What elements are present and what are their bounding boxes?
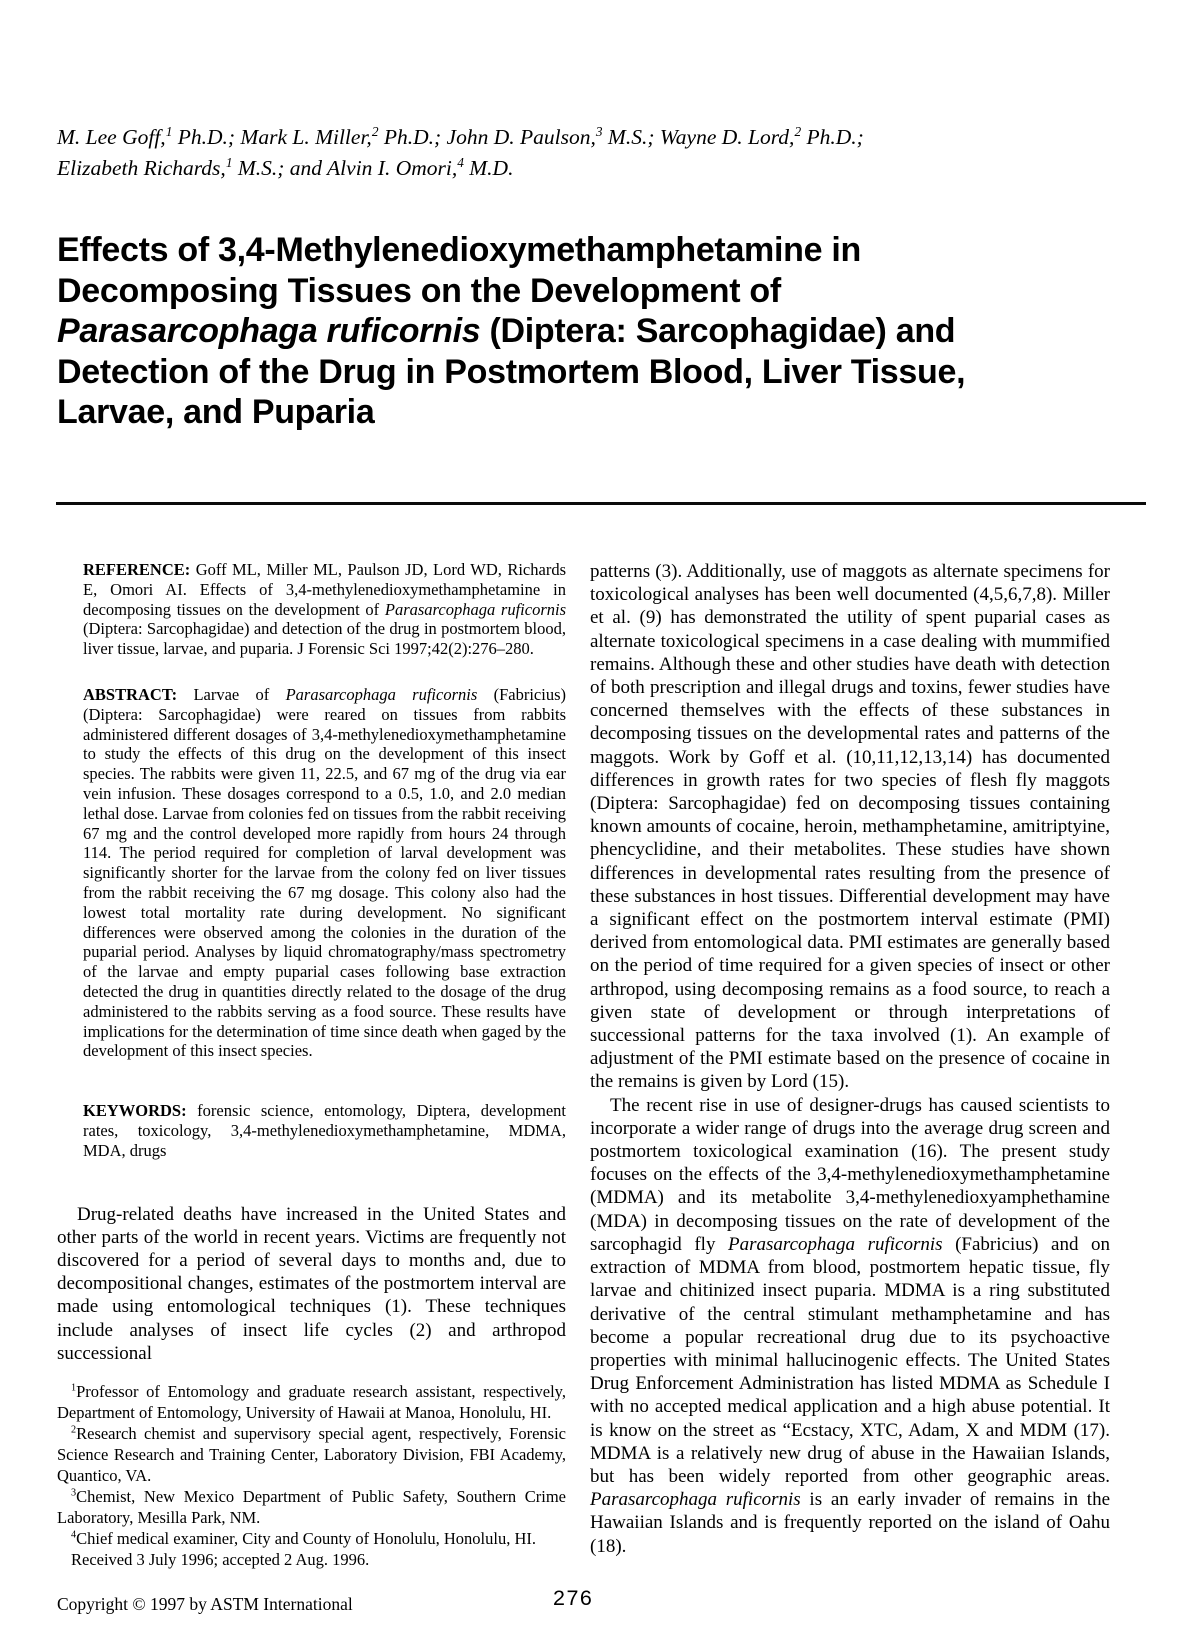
- author-line-1: M. Lee Goff,$^1$ Ph.D.; Mark L. Miller,$^2$ Ph.D.; John D. Paulson,$^3$ M.S.; Wayne D. Lord,$^2$ Ph.D.;: [57, 123, 864, 149]
- title-line-4: Detection of the Drug in Postmortem Blood, Liver Tissue,: [57, 352, 966, 391]
- title-line-1: Effects of 3,4-Methylenedioxymethamphetamine in: [57, 231, 861, 269]
- reference-paragraph: REFERENCE: Goff ML, Miller ML, Paulson JD, Lord WD, Richards E, Omori AI. Effects of 3,4-methylenedioxymethamphetamine in decomposing tissues on the development of Parasarcophaga ruficornis (Diptera: Sarcophagidae) and detection of the drug in postmortem blood, liver tissue, larvae, and puparia. J Forensic Sci 1997;42(2):276–280.: [83, 560, 566, 659]
- title-line-2: Decomposing Tissues on the Development of: [57, 271, 781, 310]
- article-title: [57, 230, 1137, 433]
- abstract-paragraph: ABSTRACT: Larvae of Parasarcophaga ruficornis (Fabricius) (Diptera: Sarcophagidae) were reared on tissues from rabbits administered different dosages of 3,4-methylenedioxymethamphetamine to study the effects of this drug on the development of this insect species. The rabbits were given 11, 22.5, and 67 mg of the drug via ear vein infusion. These dosages correspond to a 0.5, 1.0, and 2.0 median lethal dose. Larvae from colonies fed on tissues from the rabbit receiving 67 mg and the control developed more rapidly from hours 24 through 114. The period required for completion of larval development was significantly shorter for the larvae from the colony fed on liver tissues from the rabbit receiving the 67 mg dosage. This colony also had the lowest total mortality rate during development. No significant differences were observed among the colonies in the duration of the puparial period. Analyses by liquid chromatography/mass spectrometry of the larvae and empty puparial cases following base extraction detected the drug in quantities directly related to the dosage of the drug administered to the rabbits serving as a food source. These results have implications for the determination of time since death when gaged by the development of this insect species.: [83, 684, 566, 1061]
- author-byline: [57, 122, 1117, 184]
- title-line-5: Larvae, and Puparia: [57, 393, 375, 431]
- keywords-paragraph: KEYWORDS: forensic science, entomology, Diptera, development rates, toxicology, 3,4-methylenedioxymethamphetamine, MDMA, MDA, drugs: [83, 1101, 566, 1160]
- right-column: [590, 560, 1110, 1558]
- footnotes-block: [57, 1381, 566, 1570]
- footnote-3: $^3$Chemist, New Mexico Department of Public Safety, Southern Crime Laboratory, Mesilla Park, NM.: [57, 1486, 566, 1527]
- title-divider-rule: [56, 502, 1146, 505]
- received-accepted-note: Received 3 July 1996; accepted 2 Aug. 1996.: [71, 1549, 370, 1569]
- footnote-1: $^1$Professor of Entomology and graduate research assistant, respectively, Department of Entomology, University of Hawaii at Manoa, Honolulu, HI.: [57, 1381, 566, 1422]
- footnote-2: $^2$Research chemist and supervisory special agent, respectively, Forensic Science Research and Training Center, Laboratory Division, FBI Academy, Quantico, VA.: [57, 1423, 566, 1485]
- footnote-4: $^4$Chief medical examiner, City and County of Honolulu, Honolulu, HI.: [71, 1528, 536, 1548]
- body-paragraph-2: The recent rise in use of designer-drugs has caused scientists to incorporate a wider range of drugs into the average drug screen and postmortem toxicological examination (16). The present study focuses on the effects of the 3,4-methylenedioxymethamphetamine (MDMA) and its metabolite 3,4-methylenedioxyamphethamine (MDA) in decomposing tissues on the rate of development of the sarcophagid fly Parasarcophaga ruficornis (Fabricius) and on extraction of MDMA from blood, postmortem hepatic tissue, fly larvae and chitinized insect puparia. MDMA is a ring substituted derivative of the central stimulant methamphetamine and has become a popular recreational drug due to its psychoactive properties with minimal hallucinogenic effects. The United States Drug Enforcement Administration has listed MDMA as Schedule I with no accepted medical application and a high abuse potential. It is know on the street as “Ecstacy, XTC, Adam, X and MDM (17). MDMA is a relatively new drug of abuse in the Hawaiian Islands, but has been widely reported from other geographic areas. Parasarcophaga ruficornis is an early invader of remains in the Hawaiian Islands and is frequently reported on the island of Oahu (18).: [590, 1094, 1111, 1557]
- intro-paragraph: Drug-related deaths have increased in the United States and other parts of the world in recent years. Victims are frequently not discovered for a period of several days to months and, due to decompositional changes, estimates of the postmortem interval are made using entomological techniques (1). These techniques include analyses of insect life cycles (2) and arthropod successional: [57, 1203, 566, 1364]
- page-number: 276: [553, 1586, 594, 1610]
- left-column: [57, 560, 566, 1570]
- body-paragraph-continuation: patterns (3). Additionally, use of maggots as alternate specimens for toxicological analyses has been well documented (4,5,6,7,8). Miller et al. (9) has demonstrated the utility of spent puparial cases as alternate toxicological specimens in a case dealing with mummified remains. Although these and other studies have death with detection of both prescription and illegal drugs and toxins, fewer studies have concerned themselves with the effects of these substances in decomposing tissues on the developmental rates and patterns of the maggots. Work by Goff et al. (10,11,12,13,14) has documented differences in growth rates for two species of flesh fly maggots (Diptera: Sarcophagidae) fed on decomposing tissues containing known amounts of cocaine, heroin, methamphetamine, amitriptyine, phencyclidine, and their metabolites. These studies have shown differences in developmental rates resulting from the presence of these substances in host tissues. Differential development may have a significant effect on the postmortem interval estimate (PMI) derived from entomological data. PMI estimates are generally based on the period of time required for a given species of insect or other arthropod, using decomposing remains as a food source, to reach a given state of development or through interpretations of successional patterns for the taxa involved (1). An example of adjustment of the PMI estimate based on the presence of cocaine in the remains is given by Lord (15).: [590, 561, 1110, 1093]
- copyright-notice: Copyright © 1997 by ASTM International: [57, 1594, 353, 1614]
- title-line-3: Parasarcophaga ruficornis (Diptera: Sarcophagidae) and: [57, 312, 956, 350]
- author-line-2: Elizabeth Richards,$^1$ M.S.; and Alvin I. Omori,$^4$ M.D.: [57, 154, 514, 180]
